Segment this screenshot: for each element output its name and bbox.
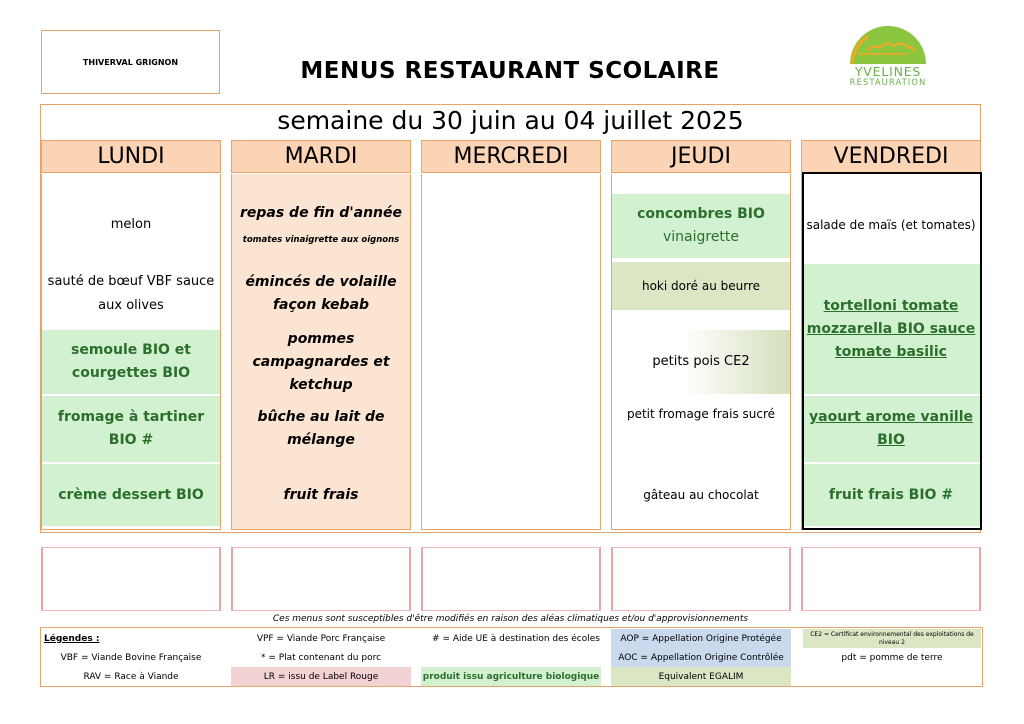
menu-item-entree: repas de fin d'année tomates vinaigrette aux oignons [239, 204, 402, 245]
extra-box-mercredi [421, 547, 601, 611]
legend-aoc: AOC = Appellation Origine Contrôlée [611, 648, 791, 667]
legend-pdt: pdt = pomme de terre [841, 652, 943, 663]
extra-box-vendredi [801, 547, 981, 611]
day-header-vendredi: VENDREDI [801, 140, 981, 173]
menu-item-dessert: fruit frais BIO # [802, 464, 980, 526]
menu-item-accompagnement: petits pois CE2 [612, 330, 790, 394]
menu-item-entree: melon [110, 217, 152, 232]
menu-item-accompagnement: pommes campagnardes et ketchup [252, 330, 390, 393]
day-body-mercredi [421, 174, 601, 530]
disclaimer-text: Ces menus sont susceptibles d'être modifiés en raison des aléas climatiques et/ou d'approvisionnements [272, 614, 749, 624]
menu-item-plat: tortelloni tomate mozzarella BIO sauce tomate basilic [802, 264, 980, 394]
menu-item-laitage: yaourt arome vanille BIO [802, 396, 980, 462]
legend-label-rouge: LR = issu de Label Rouge [231, 667, 411, 686]
school-name-box [41, 30, 220, 94]
day-body-lundi [41, 174, 221, 530]
week-title: semaine du 30 juin au 04 juillet 2025 [277, 106, 744, 135]
day-header-jeudi: JEUDI [611, 140, 791, 173]
menu-item-dessert: crème dessert BIO [42, 464, 220, 526]
extra-box-jeudi [611, 547, 791, 611]
legend-rav: RAV = Race à Viande [83, 671, 179, 682]
logo-text-yvelines: YVELINES [854, 64, 922, 79]
day-column-vendredi [801, 140, 981, 530]
menu-item-entree: concombres BIO vinaigrette [612, 194, 790, 258]
extra-box-lundi [41, 547, 221, 611]
legend-aop: AOP = Appellation Origine Protégée [611, 629, 791, 648]
menu-item-dessert: fruit frais [283, 486, 359, 503]
menu-item-dessert: gâteau au chocolat [643, 488, 759, 502]
legend-vbf: VBF = Viande Bovine Française [60, 652, 202, 663]
legend-aide-ue: # = Aide UE à destination des écoles [432, 633, 600, 644]
menu-item-laitage: fromage à tartiner BIO # [42, 396, 220, 462]
day-header-lundi: LUNDI [41, 140, 221, 173]
day-column-jeudi [611, 140, 791, 530]
day-body-vendredi [801, 174, 981, 530]
school-name: THIVERVAL GRIGNON [82, 57, 179, 67]
menu-item-plat: émincés de volaille façon kebab [245, 274, 397, 313]
menu-item-laitage: bûche au lait de mélange [257, 409, 385, 448]
legend-porc: * = Plat contenant du porc [260, 652, 382, 663]
legend-vpf: VPF = Viande Porc Française [256, 633, 386, 644]
page-title: MENUS RESTAURANT SCOLAIRE [300, 58, 720, 84]
menu-item-plat: hoki doré au beurre [612, 262, 790, 310]
day-header-mercredi: MERCREDI [421, 140, 601, 173]
menu-item-entree: salade de maïs (et tomates) [806, 218, 976, 232]
day-column-lundi [41, 140, 221, 530]
logo-text-restauration: RESTAURATION [849, 78, 927, 88]
menu-item-accompagnement: semoule BIO et courgettes BIO [42, 330, 220, 394]
legend-bio: produit issu agriculture biologique [421, 667, 601, 686]
legend-box [40, 627, 983, 687]
day-column-mardi [231, 140, 411, 530]
legend-ce2: CE2 = Certificat environnemental des exploitations de niveau 2 [803, 629, 981, 648]
legend-title: Légendes : [44, 633, 100, 644]
legend-egalim: Equivalent EGALIM [611, 667, 791, 686]
day-header-mardi: MARDI [231, 140, 411, 173]
menu-item-plat: sauté de bœuf VBF sauce aux olives [47, 274, 215, 313]
day-body-mardi [231, 174, 411, 530]
day-body-jeudi [611, 174, 791, 530]
extra-box-mardi [231, 547, 411, 611]
menu-item-laitage: petit fromage frais sucré [626, 407, 776, 421]
day-column-mercredi [421, 140, 601, 530]
